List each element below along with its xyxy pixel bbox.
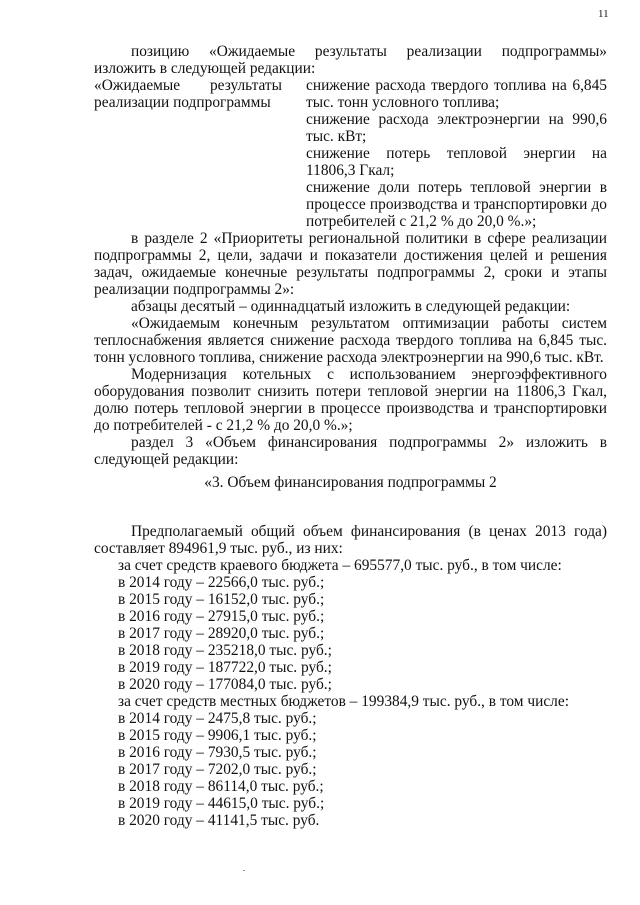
result-item: снижение потерь тепловой энергии на 11806,3 Гкал; [306, 145, 607, 179]
document-body [94, 43, 607, 829]
result-item: снижение расхода твердого топлива на 6,845 тыс. тонн условного топлива; [306, 77, 607, 111]
local-year-item: в 2020 году – 41141,5 тыс. руб. [118, 812, 320, 829]
regional-year-item: в 2020 году – 177084,0 тыс. руб.; [118, 676, 332, 693]
local-year-item: в 2015 году – 9906,1 тыс. руб.; [118, 727, 317, 744]
results-table [94, 77, 607, 230]
results-values [306, 77, 607, 230]
local-year-item: в 2019 году – 44615,0 тыс. руб.; [118, 795, 325, 812]
result-item: снижение доли потерь тепловой энергии в процессе производства и транспортировки до потребителей с 21,2 % до 20,0 %.»; [306, 179, 607, 230]
expected-result-paragraph: «Ожидаемым конечным результатом оптимизации работы систем теплоснабжения является снижение расхода твердого топлива на 6,845 тыс. тонн условного топлива, снижение расхода электроэнергии на 990,6 тыс. кВт. [94, 315, 607, 366]
page-number: 11 [598, 8, 609, 20]
local-budget-header: за счет средств местных бюджетов – 199384,9 тыс. руб., в том числе: [118, 693, 569, 710]
local-year-item: в 2016 году – 7930,5 тыс. руб.; [118, 744, 317, 761]
local-year-item: в 2018 году – 86114,0 тыс. руб.; [118, 778, 324, 795]
scan-mark [243, 870, 245, 871]
regional-year-item: в 2014 году – 22566,0 тыс. руб.; [118, 574, 325, 591]
financing-list [94, 557, 607, 829]
regional-year-item: в 2016 году – 27915,0 тыс. руб.; [118, 608, 325, 625]
results-label: «Ожидаемые результаты реализации подпрограммы [94, 77, 282, 111]
section2-paragraph: в разделе 2 «Приоритеты региональной политики в сфере реализации подпрограммы 2, цели, задачи и показатели достижения целей и решения задач, ожидаемые конечные результаты подпрограммы 2, сроки и этапы реализации подпрограммы 2»: [94, 230, 607, 298]
regional-year-item: в 2019 году – 187722,0 тыс. руб.; [118, 659, 332, 676]
section3-title: «3. Объем финансирования подпрограммы 2 [204, 474, 497, 491]
modernization-paragraph: Модернизация котельных с использованием энергоэффективного оборудования позволит снизить потери тепловой энергии на 11806,3 Гкал, долю потерь тепловой энергии в процессе производства и транспортировки до потребителей - с 21,2 % до 20,0 %.»; [94, 366, 607, 434]
paragraphs-instruction: абзацы десятый – одиннадцатый изложить в следующей редакции: [131, 298, 571, 315]
section3-paragraph: раздел 3 «Объем финансирования подпрограммы 2» изложить в следующей редакции: [94, 434, 607, 468]
regional-budget-header: за счет средств краевого бюджета – 695577,0 тыс. руб., в том числе: [118, 557, 562, 574]
regional-year-item: в 2017 году – 28920,0 тыс. руб.; [118, 625, 325, 642]
regional-year-item: в 2015 году – 16152,0 тыс. руб.; [118, 591, 325, 608]
total-financing: Предполагаемый общий объем финансирования (в ценах 2013 года) составляет 894961,9 тыс. руб., из них: [94, 523, 607, 557]
intro-paragraph: позицию «Ожидаемые результаты реализации подпрограммы» изложить в следующей редакции: [94, 43, 607, 77]
regional-year-item: в 2018 году – 235218,0 тыс. руб.; [118, 642, 332, 659]
local-year-item: в 2014 году – 2475,8 тыс. руб.; [118, 710, 317, 727]
local-year-item: в 2017 году – 7202,0 тыс. руб.; [118, 761, 317, 778]
result-item: снижение расхода электроэнергии на 990,6 тыс. кВт; [306, 111, 607, 145]
